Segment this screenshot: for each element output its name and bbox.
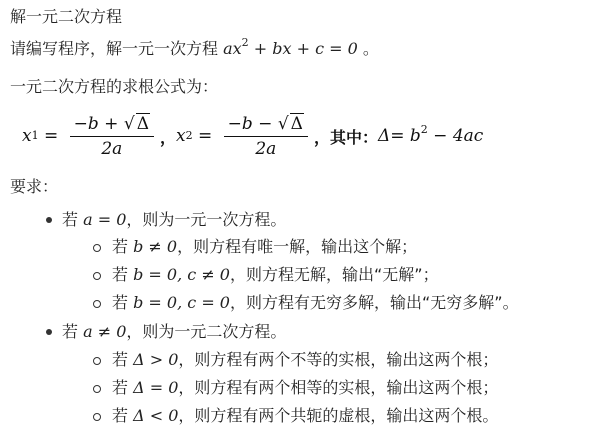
sub-list-item [112, 292, 519, 314]
sub-list-item [112, 236, 417, 258]
x2-sqrt-radicand: Δ [290, 114, 303, 134]
sub-list-item [112, 264, 439, 286]
sub-list-item [112, 377, 498, 399]
delta-exponent: 2 [420, 123, 428, 136]
bullet-icon [46, 329, 52, 335]
sub-item-text: ，则方程有两个共轭的虚根，输出这两个根。 [178, 406, 499, 425]
list-item-text: ，则为一元一次方程。 [126, 210, 287, 229]
sub-item-prefix: 若 [112, 406, 134, 425]
where-label: ，其中： [313, 127, 378, 147]
list-item-math: a ≠ 0 [83, 322, 127, 341]
intro-equation-exponent: 2 [241, 36, 249, 49]
sub-item-prefix: 若 [112, 350, 134, 369]
intro-text-end: 。 [357, 39, 379, 58]
sub-bullet-icon [93, 244, 101, 252]
x2-fraction [224, 113, 308, 159]
x1-numerator-text: −b + [73, 114, 124, 134]
sub-item-text: ，则方程无解，输出“无解”； [229, 265, 439, 284]
sub-item-prefix: 若 [112, 237, 134, 256]
intro-paragraph [10, 38, 379, 60]
sub-bullet-icon [93, 413, 101, 421]
x2-numerator-text: −b − [227, 114, 278, 134]
sub-item-text: ，则方程有无穷多解，输出“无穷多解”。 [229, 293, 519, 312]
intro-text: 请编写程序，解一元一次方程 [10, 39, 224, 58]
x1-sqrt-radicand: Δ [136, 114, 149, 134]
sub-item-prefix: 若 [112, 293, 134, 312]
list-item-prefix: 若 [62, 210, 84, 229]
x1-variable: x [22, 126, 32, 146]
requirements-heading: 要求： [10, 177, 59, 196]
sub-list-item [112, 349, 498, 371]
sub-item-math: Δ = 0 [133, 378, 179, 397]
x2-variable: x [175, 126, 186, 146]
delta-definition [377, 123, 484, 146]
list-item [62, 321, 286, 343]
intro-equation-a: ax [223, 39, 242, 58]
x1-denominator: 2a [101, 139, 123, 159]
sub-item-math: b = 0, c ≠ 0 [133, 265, 230, 284]
sub-bullet-icon [93, 300, 101, 308]
sub-item-text: ，则方程有唯一解，输出这个解； [177, 237, 418, 256]
list-item [62, 209, 286, 231]
formula-heading: 一元二次方程的求根公式为： [10, 77, 219, 96]
quadratic-formula: x 1 = $\frac{-b + √ \Delta}{2a}$ ， x 2 = $\frac{-b - √ \Delta}{2a}$ ，其中： $\Delta= b^2 - 4ac$ [22, 114, 484, 159]
sub-list-item [112, 405, 498, 427]
x1-fraction [70, 113, 154, 159]
x2-denominator: 2a [255, 139, 277, 159]
sub-item-math: b ≠ 0 [133, 237, 178, 256]
x1-numerator: −b + √ Δ [70, 113, 154, 137]
list-item-prefix: 若 [62, 322, 84, 341]
sub-item-math: Δ > 0 [133, 350, 179, 369]
delta-definition-text: Δ= b [377, 126, 421, 146]
x1-equals: = [38, 126, 64, 146]
sub-item-math: b = 0, c = 0 [133, 293, 230, 312]
intro-equation-rest: + bx + c = 0 [248, 39, 358, 58]
sub-bullet-icon [93, 272, 101, 280]
sub-item-prefix: 若 [112, 378, 134, 397]
sub-bullet-icon [93, 385, 101, 393]
bullet-icon [46, 217, 52, 223]
x2-numerator: −b − √ Δ [224, 113, 308, 137]
sub-item-text: ，则方程有两个相等的实根，输出这两个根； [178, 378, 499, 397]
list-item-math: a = 0 [83, 210, 127, 229]
document-title: 解一元二次方程 [10, 7, 123, 26]
list-item-text: ，则为一元二次方程。 [126, 322, 287, 341]
sub-item-math: Δ < 0 [133, 406, 179, 425]
sub-item-prefix: 若 [112, 265, 134, 284]
delta-definition-rest: − 4ac [427, 126, 484, 146]
sub-item-text: ，则方程有两个不等的实根，输出这两个根； [178, 350, 499, 369]
sub-bullet-icon [93, 357, 101, 365]
formula-separator: ， [159, 127, 176, 147]
x2-equals: = [192, 126, 218, 146]
